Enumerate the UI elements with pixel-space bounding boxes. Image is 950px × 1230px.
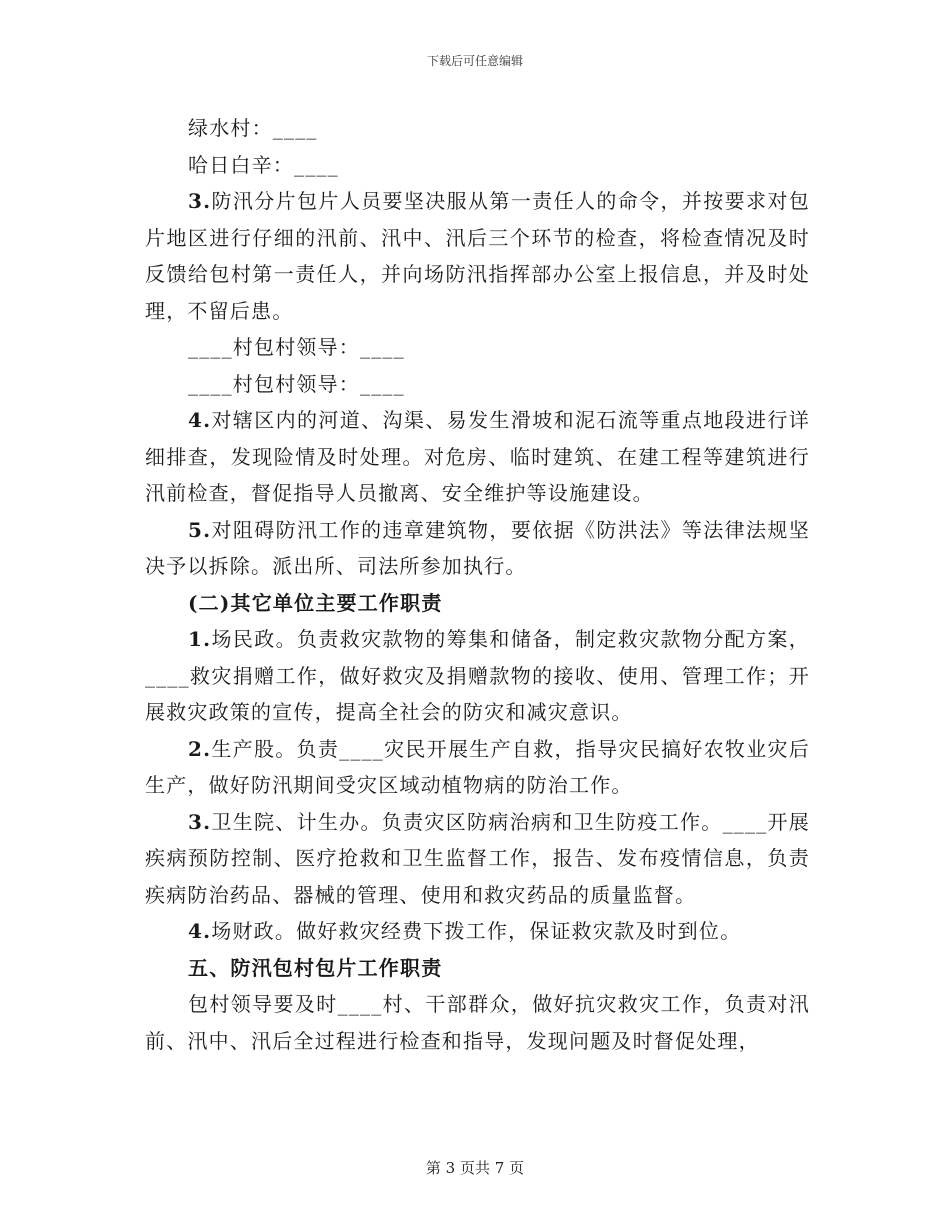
item-text: 场民政。负责救灾款物的筹集和储备，制定救灾款物分配方案，____救灾捐赠工作，做好救灾及捐赠款物的接收、使用、管理工作；开展救灾政策的宣传，提高全社会的防灾和减灾意识。 bbox=[145, 627, 810, 724]
item-text: 对辖区内的河道、沟渠、易发生滑坡和泥石流等重点地段进行详细排查，发现险情及时处理。对危房、临时建筑、在建工程等建筑进行汛前检查，督促指导人员撤离、安全维护等设施建设。 bbox=[145, 408, 810, 505]
leader-line-1: ____村包村领导：____ bbox=[188, 335, 405, 359]
item-text: 生产股。负责____灾民开展生产自救，指导灾民搞好农牧业灾后生产，做好防汛期间受灾区域动植物病的防治工作。 bbox=[145, 736, 810, 797]
item-number: 3. bbox=[188, 809, 212, 834]
paragraph-unit-3 bbox=[145, 804, 810, 914]
item-number: 3. bbox=[188, 189, 212, 213]
item-number: 2. bbox=[188, 736, 212, 761]
document-body bbox=[145, 110, 810, 1059]
item-number: 4. bbox=[188, 408, 212, 432]
paragraph-section-5: 包村领导要及时____村、干部群众，做好抗灾救灾工作，负责对汛前、汛中、汛后全过程进行检查和指导，发现问题及时督促处理， bbox=[145, 992, 810, 1053]
page-footer: 第 3 页共 7 页 bbox=[425, 1159, 525, 1177]
paragraph-item-4 bbox=[145, 402, 810, 512]
item-number: 4. bbox=[188, 919, 212, 943]
paragraph-unit-1 bbox=[145, 621, 810, 731]
line-harbaixin: 哈日白辛：____ bbox=[188, 152, 339, 177]
item-text: 防汛分片包片人员要坚决服从第一责任人的命令，并按要求对包片地区进行仔细的汛前、汛中、汛后三个环节的检查，将检查情况及时反馈给包村第一责任人，并向场防汛指挥部办公室上报信息，并及时处理，不留后患。 bbox=[145, 189, 810, 323]
paragraph-unit-4 bbox=[145, 913, 810, 950]
item-text: 场财政。做好救灾经费下拨工作，保证救灾款及时到位。 bbox=[211, 919, 742, 943]
page-header: 下载后可任意编辑 bbox=[426, 54, 523, 68]
item-number: 5. bbox=[188, 517, 212, 542]
line-lvshuicun: 绿水村：____ bbox=[188, 116, 318, 140]
item-text: 对阻碍防汛工作的违章建筑物，要依据《防洪法》等法律法规坚决予以拆除。派出所、司法所参加执行。 bbox=[145, 517, 810, 578]
item-text: 卫生院、计生办。负责灾区防病治病和卫生防疫工作。____开展疾病预防控制、医疗抢救和卫生监督工作，报告、发布疫情信息，负责疾病防治药品、器械的管理、使用和救灾药品的质量监督。 bbox=[145, 809, 810, 907]
leader-line-2: ____村包村领导：____ bbox=[188, 371, 405, 396]
paragraph-item-3 bbox=[145, 183, 810, 329]
section-heading-other-units: (二)其它单位主要工作职责 bbox=[188, 590, 443, 615]
section-heading-five: 五、防汛包村包片工作职责 bbox=[188, 955, 443, 980]
paragraph-unit-2 bbox=[145, 731, 810, 804]
item-number: 1. bbox=[188, 627, 212, 651]
paragraph-item-5 bbox=[145, 512, 810, 585]
